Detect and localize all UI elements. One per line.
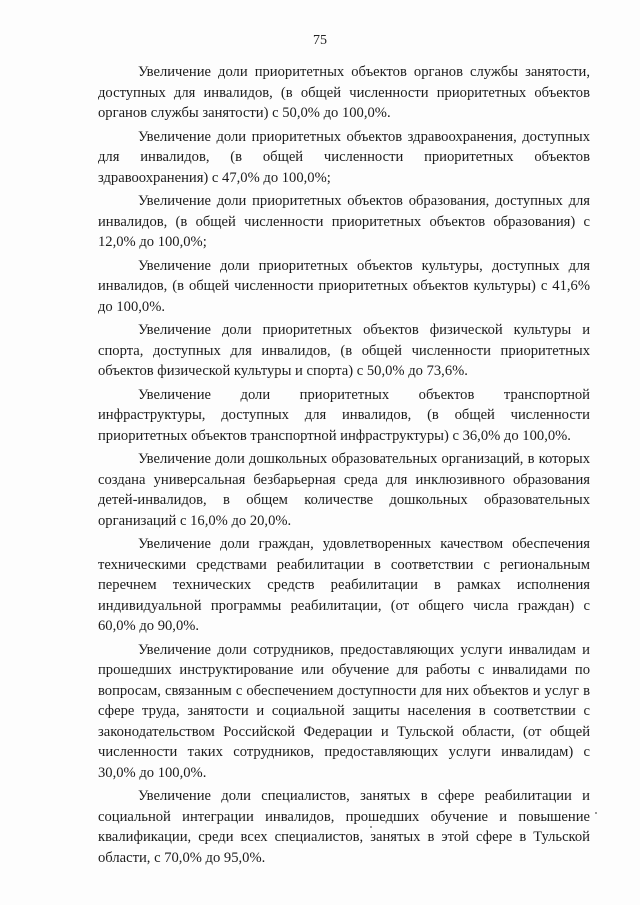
scan-artifact <box>370 826 372 828</box>
page-number: 75 <box>313 33 327 48</box>
paragraph-specialists: Увеличение доли специалистов, занятых в сфере реабилитации и социальной интеграции инвалидов, прошедших обучение и повышение квалификации, среди всех специалистов, занятых в этой сфере в Тульской области, с 70,0% до 95,0%. <box>98 788 590 866</box>
paragraph-rehabilitation-means: Увеличение доли граждан, удовлетворенных качеством обеспечения техническими средствами реабилитации в соответствии с региональным перечнем технических средств реабилитации в рамках исполнения индивидуальной программы реабилитации, (от общего числа граждан) с 60,0% до 90,0%. <box>98 536 590 634</box>
paragraph-sport: Увеличение доли приоритетных объектов физической культуры и спорта, доступных для инвалидов, (в общей численности приоритетных объектов физической культуры и спорта) с 50,0% до 73,6%. <box>98 322 590 379</box>
paragraph-transport: Увеличение доли приоритетных объектов транспортной инфраструктуры, доступных для инвалидов, (в общей численности приоритетных объектов транспортной инфраструктуры) с 36,0% до 100,0%. <box>98 386 590 444</box>
paragraph-healthcare: Увеличение доли приоритетных объектов здравоохранения, доступных для инвалидов, (в общей численности приоритетных объектов здравоохранения) с 47,0% до 100,0%; <box>98 128 590 186</box>
scan-artifact <box>595 812 597 814</box>
paragraph-employment-services: Увеличение доли приоритетных объектов органов службы занятости, доступных для инвалидов, (в общей численности приоритетных объектов органов службы занятости) с 50,0% до 100,0%. <box>98 64 590 121</box>
paragraph-culture: Увеличение доли приоритетных объектов культуры, доступных для инвалидов, (в общей численности приоритетных объектов культуры) с 41,6% до 100,0%. <box>98 257 590 315</box>
paragraph-education: Увеличение доли приоритетных объектов образования, доступных для инвалидов, (в общей численности приоритетных объектов образования) с 12,0% до 100,0%; <box>98 193 590 250</box>
paragraph-preschool: Увеличение доли дошкольных образовательных организаций, в которых создана универсальная безбарьерная среда для инклюзивного образования детей-инвалидов, в общем количестве дошкольных образовательных организаций с 16,0% до 20,0%. <box>98 451 590 529</box>
document-body <box>98 62 590 871</box>
paragraph-staff-training: Увеличение доли сотрудников, предоставляющих услуги инвалидам и прошедших инструктирование или обучение для работы с инвалидами по вопросам, связанным с обеспечением доступности для них объектов и услуг в сфере труда, занятости и социальной защиты населения в соответствии с законодательством Российской Федерации и Тульской области, (от общей численности таких сотрудников, предоставляющих услуги инвалидам) с 30,0% до 100,0%. <box>98 641 590 781</box>
